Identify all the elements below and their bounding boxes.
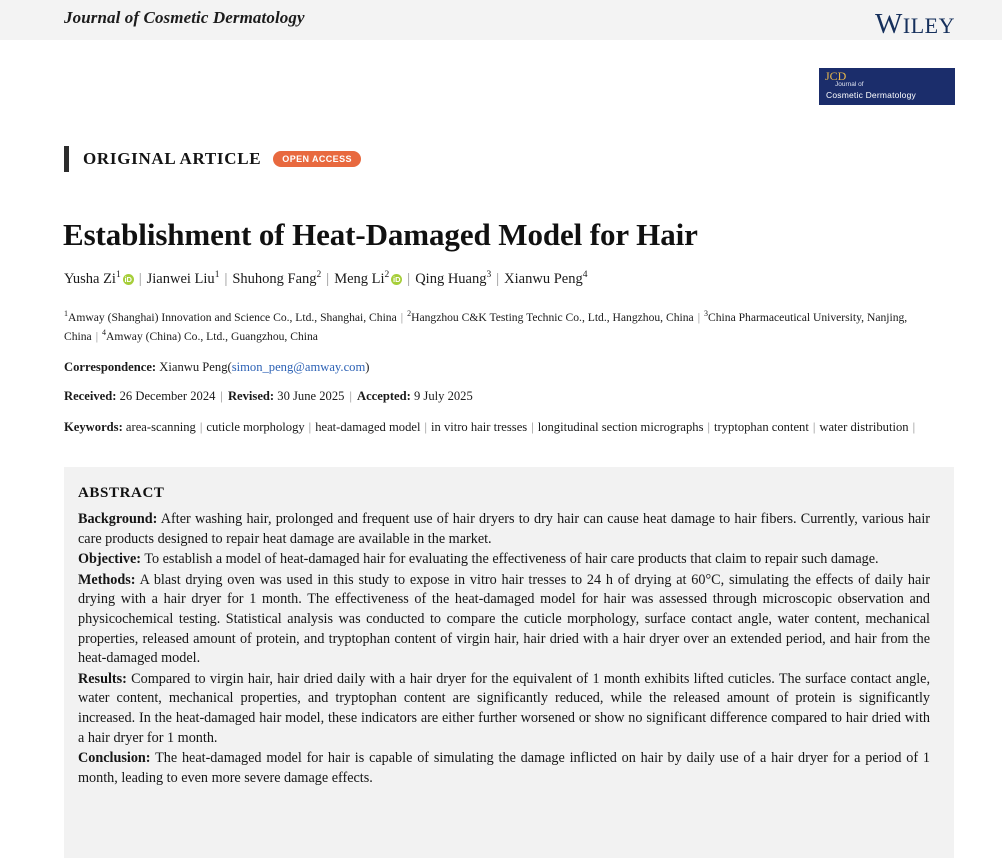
author-name: Xianwu Peng (504, 270, 583, 287)
abstract-box (64, 467, 954, 858)
author-entry (415, 271, 491, 287)
abstract-section-label: Results: (78, 670, 127, 687)
affiliation-mark: 3 (704, 309, 709, 318)
abstract-sections (78, 510, 930, 788)
page-title: Establishment of Heat-Damaged Model for Hair (63, 217, 698, 252)
article-type-row (64, 145, 361, 173)
keyword-separator: | (199, 420, 203, 434)
author-entry (147, 271, 220, 287)
author-name: Jianwei Liu (146, 270, 215, 287)
keywords-line (64, 418, 944, 438)
abstract-section-label: Objective: (78, 551, 142, 568)
abstract-section-text: The heat-damaged model for hair is capable of simulating the damage inflicted on hair by daily use of a hair dryer for a period of 1 month, leading to even more severe damage effects. (78, 750, 930, 786)
author-affiliation-mark: 4 (582, 270, 588, 280)
author-separator: | (224, 270, 228, 287)
abstract-section (78, 749, 930, 788)
author-name: Meng Li (334, 270, 385, 287)
affiliation-entry (102, 327, 318, 343)
keyword-separator: | (308, 420, 312, 434)
affiliation-text: China Pharmaceutical University, Nanjing, China (64, 310, 908, 343)
author-entry (232, 271, 321, 287)
keyword[interactable]: longitudinal section micrographs (537, 420, 704, 434)
orcid-icon[interactable]: iD (393, 274, 401, 284)
date-value: 26 December 2024 (116, 389, 216, 403)
author-entry (504, 271, 587, 287)
keyword[interactable]: heat-damaged model (315, 420, 421, 434)
keyword[interactable]: in vitro hair tresses (431, 420, 528, 434)
affiliation-separator: | (95, 329, 99, 343)
author-entry (334, 271, 402, 287)
keywords-values (126, 420, 919, 434)
abstract-section-text: To establish a model of heat-damaged hair for evaluating the effectiveness of hair care products that claim to repair such damage. (141, 551, 879, 568)
affiliation-entry (407, 311, 694, 324)
journal-title: Journal of Cosmetic Dermatology (64, 8, 305, 27)
date-label: Revised: (227, 389, 275, 403)
email-paren-open: ( (227, 360, 232, 374)
author-entry (64, 271, 134, 287)
wiley-logo-initial: W (875, 8, 903, 40)
publication-dates (64, 389, 944, 404)
jcd-mark: JCD (825, 69, 847, 83)
correspondence-label: Correspondence: (64, 360, 157, 374)
author-affiliation-mark: 1 (115, 270, 121, 280)
author-name: Qing Huang (415, 270, 487, 287)
author-affiliation-mark: 2 (316, 270, 322, 280)
author-name: Yusha Zi (64, 270, 116, 287)
abstract-section-text: Compared to virgin hair, hair dried daily with a hair dryer for the equivalent of 1 month exhibits lifted cuticles. The surface contact angle, water content, mechanical properties, and tryptophan content are significantly reduced, while the released amount of protein is significantly increased. In the heat-damaged hair model, these indicators are either further worsened or show no significant difference compared to hair dried with a hair dryer for 1 month. (78, 670, 930, 746)
keyword-separator: | (812, 420, 816, 434)
author-affiliation-mark: 1 (214, 270, 220, 280)
affiliation-separator: | (697, 310, 701, 324)
abstract-section-label: Conclusion: (78, 750, 151, 767)
email-paren-close: ) (365, 360, 370, 374)
abstract-heading: ABSTRACT (78, 485, 165, 501)
keywords-label: Keywords: (64, 420, 123, 434)
abstract-section (78, 510, 930, 549)
wiley-logo-rest: ILEY (902, 13, 955, 38)
keyword-separator: | (912, 420, 916, 434)
date-value: 9 July 2025 (410, 389, 473, 403)
affiliation-text: Amway (China) Co., Ltd., Guangzhou, China (106, 329, 318, 343)
abstract-section-text: After washing hair, prolonged and frequent use of hair dryers to dry hair can cause heat damage to hair fibers. Currently, various hair care products designed to repair heat damage are available in the market. (78, 511, 930, 547)
article-type-bar (64, 146, 69, 172)
affiliation-separator: | (400, 310, 404, 324)
open-access-badge: OPEN ACCESS (273, 151, 361, 167)
article-type-label: ORIGINAL ARTICLE (83, 149, 262, 168)
date-separator: | (220, 389, 223, 403)
date-label: Accepted: (356, 389, 411, 403)
date-label: Received: (64, 389, 117, 403)
abstract-section (78, 571, 930, 669)
affiliation-mark: 4 (102, 327, 107, 337)
author-name: Shuhong Fang (232, 270, 317, 287)
keyword-separator: | (707, 420, 711, 434)
keyword[interactable]: area-scanning (125, 420, 196, 434)
author-list (64, 268, 954, 291)
jcd-subtitle-line1: Journal of (835, 81, 864, 88)
affiliation-mark: 2 (407, 309, 412, 318)
keyword-separator: | (531, 420, 534, 434)
keyword[interactable]: cuticle morphology (206, 420, 305, 434)
keyword[interactable]: tryptophan content (714, 420, 809, 434)
abstract-section-label: Methods: (78, 571, 136, 588)
affiliation-text: Amway (Shanghai) Innovation and Science Co., Ltd., Shanghai, China (68, 310, 397, 324)
affiliation-mark: 1 (64, 309, 68, 318)
abstract-section-label: Background: (78, 511, 158, 527)
correspondence-name: Xianwu Peng (159, 360, 228, 374)
wiley-logo (875, 10, 955, 39)
date-separator: | (349, 389, 352, 403)
abstract-section (78, 670, 930, 748)
journal-cover-badge (819, 68, 955, 105)
author-affiliation-mark: 2 (384, 270, 390, 280)
abstract-section-text: A blast drying oven was used in this study to expose in vitro hair tresses to 24 h of drying at 60°C, simulating the effects of daily hair drying with a hair dryer for 1 month. The effectiveness of the heat-damaged model for hair was assessed through microscopic observation and physicochemical testing. Statistical analysis was conducted to compare the cuticle morphology, surface contact angle, water content, mechanical properties, released amount of protein, and tryptophan content of virgin hair, hair dried with a hair dryer over an extended period, and hair from the heat-damaged model. (78, 571, 930, 667)
author-separator: | (138, 270, 142, 287)
correspondence-line (64, 360, 944, 375)
author-separator: | (407, 270, 411, 287)
author-separator: | (496, 270, 500, 287)
orcid-icon[interactable]: iD (124, 274, 132, 284)
date-value: 30 June 2025 (274, 389, 345, 403)
affiliation-text: Hangzhou C&K Testing Technic Co., Ltd., Hangzhou, China (411, 310, 694, 324)
keyword-separator: | (424, 420, 427, 434)
author-separator: | (326, 270, 330, 287)
author-affiliation-mark: 3 (486, 270, 492, 280)
correspondence-email-link[interactable]: simon_peng@amway.com (231, 360, 366, 374)
keyword[interactable]: water distribution (819, 420, 909, 434)
jcd-subtitle-line2: Cosmetic Dermatology (826, 90, 916, 100)
abstract-section (78, 550, 930, 570)
affiliation-list (64, 308, 944, 346)
affiliation-entry (64, 311, 397, 324)
